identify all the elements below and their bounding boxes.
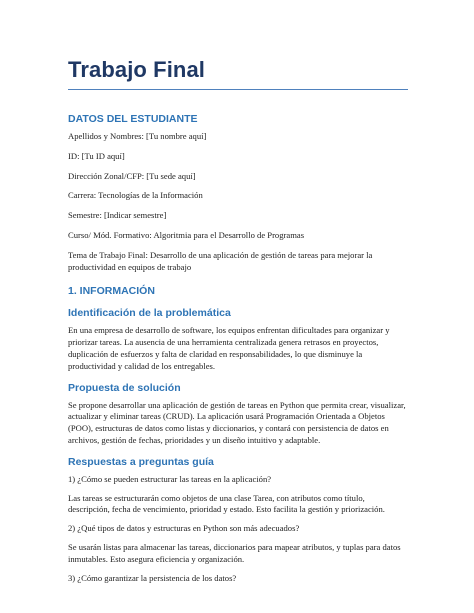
problem-paragraph: En una empresa de desarrollo de software, los equipos enfrentan dificultades para organizar y priorizar tareas. La ausencia de una herramienta centralizada genera retrasos en proyectos, duplicación de esfuerzos y falta de claridad en responsabilidades, lo que disminuye la productividad y calidad de los entregables.: [68, 325, 390, 371]
answers-heading: Respuestas a preguntas guía: [68, 455, 214, 468]
solution-paragraph: Se propone desarrollar una aplicación de gestión de tareas en Python que permita crear, visualizar, actualizar y eliminar tareas (CRUD). La aplicación usará Programación Orientada a Objetos (POO), estructuras de datos como listas y diccionarios, y contará con persistencia de datos en archivos, gestión de fechas, prioridades y un diseño intuitivo y adaptable.: [68, 399, 406, 445]
answer-1: Las tareas se estructurarán como objetos de una clase Tarea, con atributos como título, descripción, fecha de vencimiento, prioridad y estado. Esto facilita la gestión y priorización.: [68, 492, 385, 515]
document-title: Trabajo Final: [68, 57, 205, 82]
answer-2: Se usarán listas para almacenar las tareas, diccionarios para mapear atributos, y tuplas para datos inmutables. Esto asegura eficiencia y organización.: [68, 541, 401, 564]
field-course: Curso/ Mód. Formativo: Algoritmia para el Desarrollo de Programas: [68, 229, 305, 240]
field-zonal: Dirección Zonal/CFP: [Tu sede aquí]: [68, 170, 196, 181]
problem-heading: Identificación de la problemática: [68, 307, 231, 320]
question-1: 1) ¿Cómo se pueden estructurar las tareas en la aplicación?: [68, 473, 272, 484]
field-topic: Tema de Trabajo Final: Desarrollo de una aplicación de gestión de tareas para mejorar la productividad en equipos de trabajo: [68, 249, 373, 272]
student-data-heading: DATOS DEL ESTUDIANTE: [68, 113, 198, 125]
field-career: Carrera: Tecnologías de la Información: [68, 190, 203, 201]
question-3: 3) ¿Cómo garantizar la persistencia de los datos?: [68, 572, 237, 583]
section-information-heading: 1. INFORMACIÓN: [68, 285, 155, 298]
field-semester: Semestre: [Indicar semestre]: [68, 210, 167, 221]
field-name: Apellidos y Nombres: [Tu nombre aquí]: [68, 131, 207, 141]
field-id: ID: [Tu ID aquí]: [68, 150, 125, 161]
document-page: [68, 56, 408, 584]
question-2: 2) ¿Qué tipos de datos y estructuras en Python son más adecuados?: [68, 523, 300, 534]
solution-heading: Propuesta de solución: [68, 381, 181, 394]
